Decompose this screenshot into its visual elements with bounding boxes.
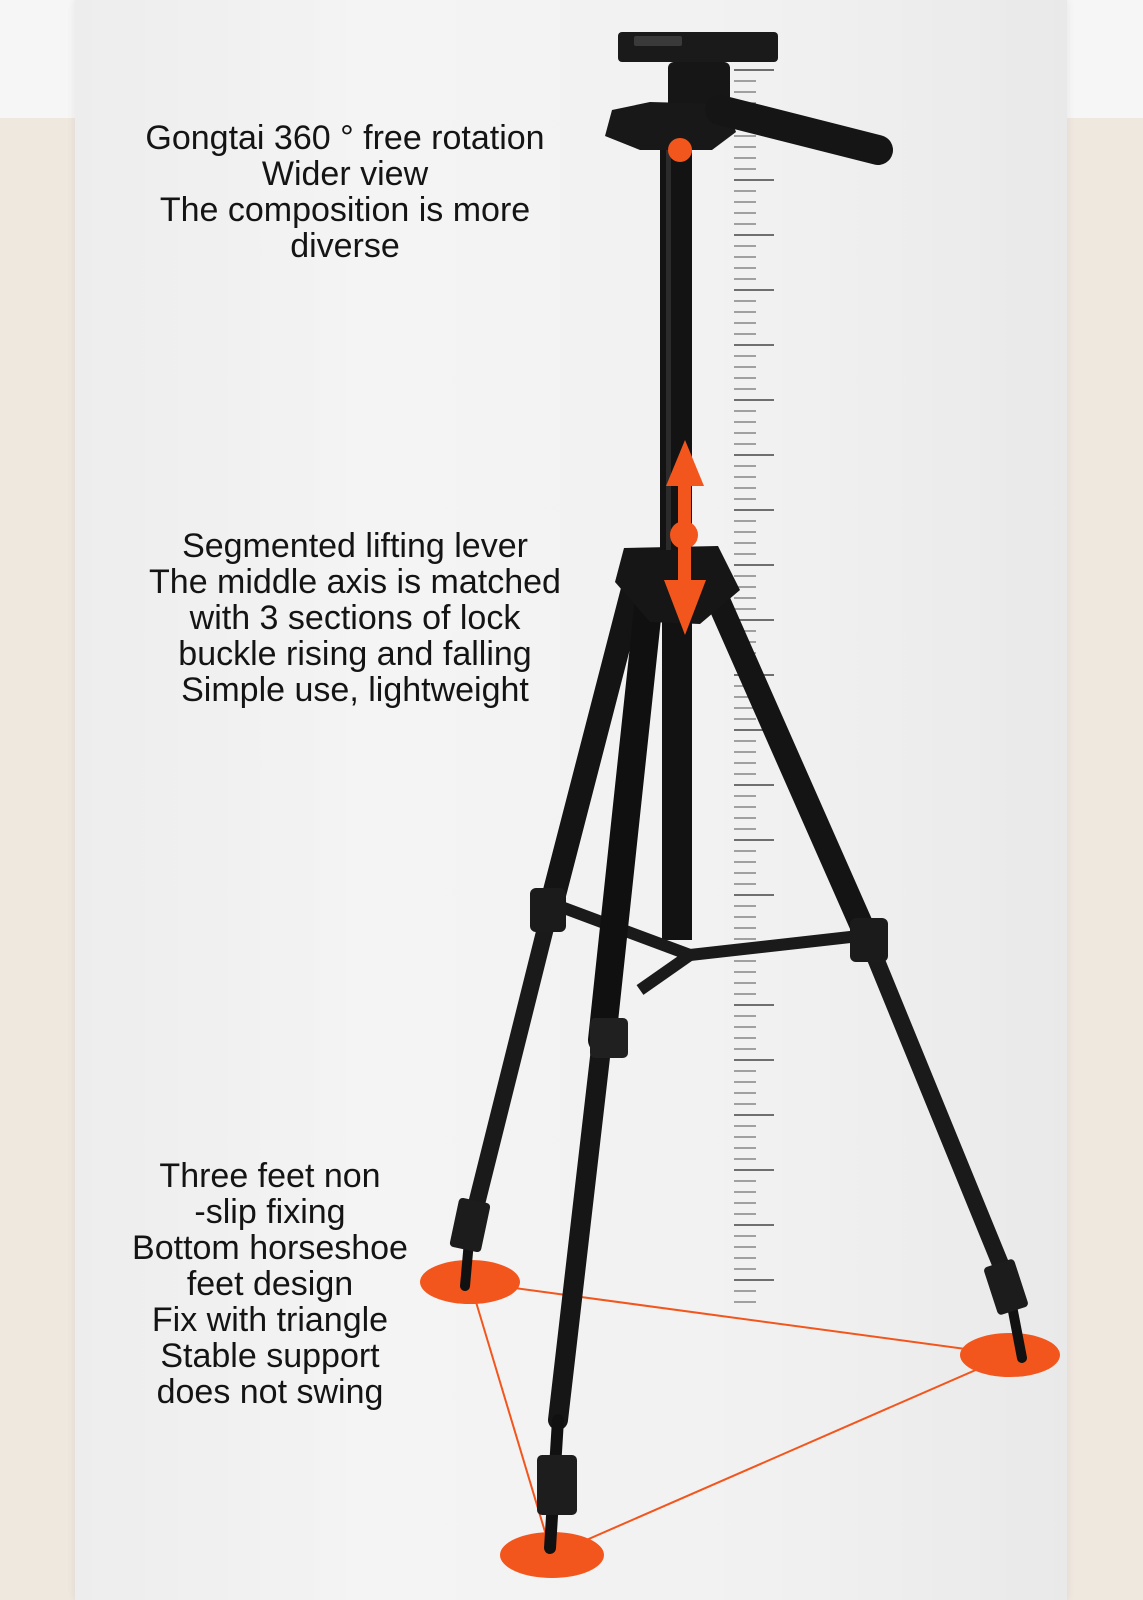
caption-feet: Three feet non -slip fixing Bottom horseshoe feet design Fix with triangle Stable support does not swing xyxy=(132,1157,408,1411)
caption-lifting-lever: Segmented lifting lever The middle axis is matched with 3 sections of lock buckle rising and falling Simple use, lightweight xyxy=(149,527,561,709)
foot-marker-right xyxy=(960,1333,1060,1377)
caption-rotation: Gongtai 360 ° free rotation Wider view The composition is more diverse xyxy=(145,119,545,265)
rotation-marker xyxy=(668,138,692,162)
